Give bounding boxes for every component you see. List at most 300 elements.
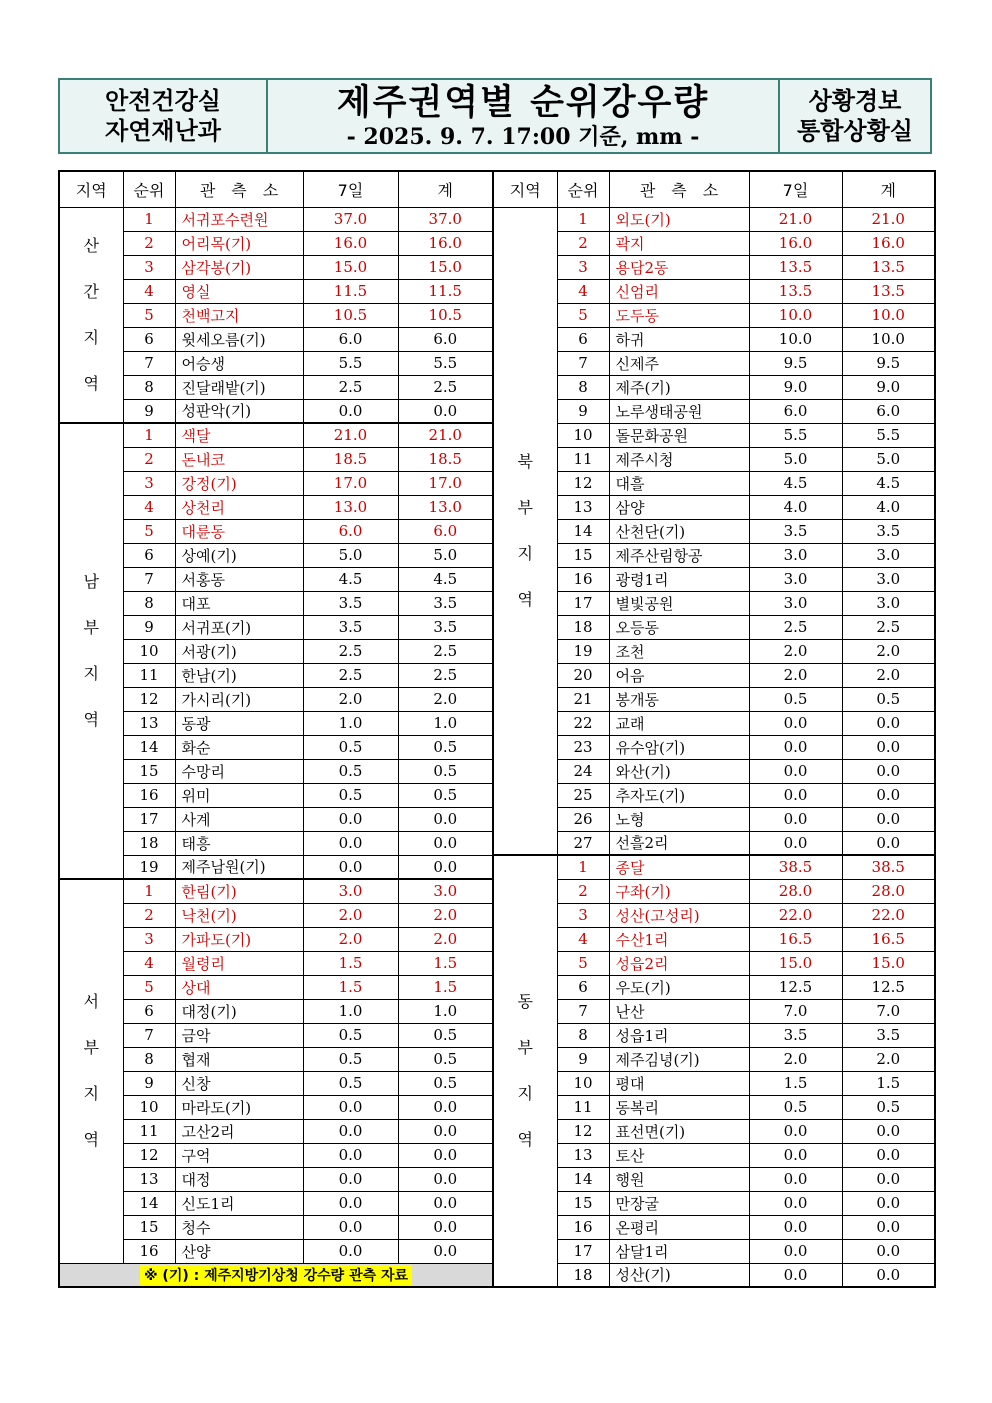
rain-7day-cell: 3.5: [303, 591, 398, 615]
rain-total-cell: 16.0: [398, 231, 493, 255]
station-cell: 어승생: [175, 351, 303, 375]
station-cell: 금악: [175, 1023, 303, 1047]
rain-7day-cell: 2.5: [303, 663, 398, 687]
table-row: [493, 303, 935, 327]
rank-cell: 2: [123, 231, 175, 255]
table-row: [59, 855, 493, 879]
rain-7day-cell: 0.0: [749, 807, 842, 831]
station-cell: 신제주: [609, 351, 749, 375]
col-rank: 순위: [557, 171, 609, 207]
rank-cell: 3: [123, 471, 175, 495]
rain-total-cell: 0.5: [398, 1023, 493, 1047]
rank-cell: 11: [123, 1119, 175, 1143]
table-row: [493, 375, 935, 399]
station-cell: 가시리(기): [175, 687, 303, 711]
table-row: [59, 615, 493, 639]
rank-cell: 2: [557, 231, 609, 255]
station-cell: 평대: [609, 1071, 749, 1095]
rain-total-cell: 9.5: [842, 351, 935, 375]
rank-cell: 14: [557, 1167, 609, 1191]
note-row: [59, 1263, 493, 1287]
rank-cell: 22: [557, 711, 609, 735]
table-row: [59, 543, 493, 567]
rain-7day-cell: 16.0: [749, 231, 842, 255]
rain-7day-cell: 22.0: [749, 903, 842, 927]
station-cell: 별빛공원: [609, 591, 749, 615]
rain-7day-cell: 28.0: [749, 879, 842, 903]
station-cell: 서홍동: [175, 567, 303, 591]
table-row: [59, 231, 493, 255]
rain-7day-cell: 1.5: [749, 1071, 842, 1095]
rain-7day-cell: 2.0: [303, 903, 398, 927]
rank-cell: 15: [557, 543, 609, 567]
rain-7day-cell: 38.5: [749, 855, 842, 879]
region-char: 서: [83, 992, 99, 1012]
rank-cell: 25: [557, 783, 609, 807]
rank-cell: 1: [123, 879, 175, 903]
rain-7day-cell: 6.0: [749, 399, 842, 423]
rain-total-cell: 0.0: [842, 711, 935, 735]
station-cell: 교래: [609, 711, 749, 735]
rain-total-cell: 0.0: [398, 1215, 493, 1239]
station-cell: 산천단(기): [609, 519, 749, 543]
rain-total-cell: 0.5: [398, 783, 493, 807]
rain-total-cell: 13.0: [398, 495, 493, 519]
rain-7day-cell: 10.0: [749, 303, 842, 327]
station-cell: 돈내코: [175, 447, 303, 471]
rain-7day-cell: 0.5: [303, 783, 398, 807]
rain-7day-cell: 0.5: [303, 759, 398, 783]
station-cell: 오등동: [609, 615, 749, 639]
station-cell: 대포: [175, 591, 303, 615]
rank-cell: 3: [123, 255, 175, 279]
rain-7day-cell: 13.5: [749, 255, 842, 279]
station-cell: 와산(기): [609, 759, 749, 783]
rain-total-cell: 0.0: [398, 1143, 493, 1167]
table-row: [59, 1023, 493, 1047]
table-row: [493, 1191, 935, 1215]
rank-cell: 14: [123, 1191, 175, 1215]
rain-total-cell: 2.5: [398, 639, 493, 663]
rank-cell: 7: [557, 351, 609, 375]
rain-total-cell: 0.0: [842, 1143, 935, 1167]
rain-total-cell: 17.0: [398, 471, 493, 495]
rain-total-cell: 0.0: [842, 831, 935, 855]
table-row: [59, 1071, 493, 1095]
table-row: [493, 855, 935, 879]
rain-total-cell: 3.5: [398, 591, 493, 615]
rain-total-cell: 0.0: [842, 735, 935, 759]
rank-cell: 1: [557, 855, 609, 879]
rain-total-cell: 2.0: [842, 1047, 935, 1071]
table-row: [59, 303, 493, 327]
rank-cell: 19: [557, 639, 609, 663]
rank-cell: 5: [557, 303, 609, 327]
rain-7day-cell: 0.5: [303, 1071, 398, 1095]
col-rank: 순위: [123, 171, 175, 207]
station-cell: 구좌(기): [609, 879, 749, 903]
rain-7day-cell: 3.5: [749, 1023, 842, 1047]
rain-total-cell: 21.0: [398, 423, 493, 447]
region-char: 역: [83, 710, 99, 729]
table-row: [59, 399, 493, 423]
rain-total-cell: 2.0: [842, 639, 935, 663]
rain-total-cell: 5.0: [398, 543, 493, 567]
rank-cell: 9: [123, 399, 175, 423]
rank-cell: 17: [557, 1239, 609, 1263]
rank-cell: 5: [123, 519, 175, 543]
rank-cell: 16: [123, 783, 175, 807]
station-cell: 성산(고성리): [609, 903, 749, 927]
rain-7day-cell: 0.0: [749, 1191, 842, 1215]
table-row: [59, 495, 493, 519]
rain-7day-cell: 21.0: [303, 423, 398, 447]
station-cell: 유수암(기): [609, 735, 749, 759]
station-cell: 하귀: [609, 327, 749, 351]
table-row: [59, 207, 493, 231]
region-char: 간: [83, 281, 99, 301]
table-row: [493, 663, 935, 687]
rain-7day-cell: 0.0: [749, 1239, 842, 1263]
rain-total-cell: 0.0: [842, 1167, 935, 1191]
table-row: [59, 879, 493, 903]
rank-cell: 2: [123, 903, 175, 927]
table-row: [493, 759, 935, 783]
region-cell: [493, 855, 557, 1287]
rank-cell: 9: [557, 399, 609, 423]
table-row: [493, 543, 935, 567]
station-cell: 삼각봉(기): [175, 255, 303, 279]
station-cell: 상예(기): [175, 543, 303, 567]
station-cell: 청수: [175, 1215, 303, 1239]
table-row: [493, 975, 935, 999]
col-total: 계: [398, 171, 493, 207]
rain-total-cell: 2.5: [398, 375, 493, 399]
table-header-row: [493, 171, 935, 207]
rain-total-cell: 3.5: [842, 1023, 935, 1047]
table-row: [493, 1071, 935, 1095]
rain-total-cell: 37.0: [398, 207, 493, 231]
table-row: [493, 279, 935, 303]
rank-cell: 5: [557, 951, 609, 975]
rank-cell: 4: [557, 927, 609, 951]
rain-7day-cell: 15.0: [303, 255, 398, 279]
rain-total-cell: 10.0: [842, 303, 935, 327]
col-7day: 7일: [749, 171, 842, 207]
rain-total-cell: 0.0: [398, 1119, 493, 1143]
station-cell: 대정(기): [175, 999, 303, 1023]
rain-total-cell: 15.0: [398, 255, 493, 279]
station-cell: 삼달1리: [609, 1239, 749, 1263]
station-cell: 성읍2리: [609, 951, 749, 975]
rain-total-cell: 22.0: [842, 903, 935, 927]
rain-7day-cell: 3.0: [749, 567, 842, 591]
rain-7day-cell: 13.0: [303, 495, 398, 519]
table-row: [493, 495, 935, 519]
rain-total-cell: 3.0: [842, 591, 935, 615]
col-region: 지역: [59, 171, 123, 207]
rain-7day-cell: 0.0: [749, 1143, 842, 1167]
rank-cell: 7: [123, 351, 175, 375]
station-cell: 상대: [175, 975, 303, 999]
rain-total-cell: 0.0: [842, 1191, 935, 1215]
rank-cell: 17: [557, 591, 609, 615]
station-cell: 표선면(기): [609, 1119, 749, 1143]
station-cell: 수망리: [175, 759, 303, 783]
rank-cell: 4: [123, 951, 175, 975]
rain-total-cell: 3.0: [842, 567, 935, 591]
table-row: [493, 399, 935, 423]
rain-total-cell: 0.0: [398, 399, 493, 423]
rain-7day-cell: 10.0: [749, 327, 842, 351]
region-char: 역: [517, 1130, 533, 1149]
rank-cell: 9: [557, 1047, 609, 1071]
rain-7day-cell: 0.5: [749, 687, 842, 711]
rain-total-cell: 0.5: [398, 759, 493, 783]
rank-cell: 6: [123, 543, 175, 567]
rain-total-cell: 1.0: [398, 711, 493, 735]
rain-7day-cell: 6.0: [303, 327, 398, 351]
region-char: 부: [83, 618, 99, 637]
table-row: [493, 255, 935, 279]
rank-cell: 18: [557, 1263, 609, 1287]
table-row: [493, 1143, 935, 1167]
table-row: [59, 351, 493, 375]
rain-7day-cell: 5.0: [749, 447, 842, 471]
rain-7day-cell: 12.5: [749, 975, 842, 999]
table-row: [59, 1167, 493, 1191]
region-char: 부: [517, 1038, 533, 1057]
station-cell: 봉개동: [609, 687, 749, 711]
table-row: [493, 831, 935, 855]
rain-7day-cell: 5.0: [303, 543, 398, 567]
rank-cell: 15: [123, 759, 175, 783]
table-row: [59, 1215, 493, 1239]
table-row: [493, 423, 935, 447]
rain-total-cell: 0.0: [842, 1239, 935, 1263]
region-char: 지: [83, 1084, 99, 1104]
rain-total-cell: 0.0: [842, 1119, 935, 1143]
rain-total-cell: 10.5: [398, 303, 493, 327]
rain-7day-cell: 0.0: [303, 1191, 398, 1215]
rain-total-cell: 1.5: [842, 1071, 935, 1095]
note-cell: [59, 1263, 493, 1287]
table-row: [59, 831, 493, 855]
rain-total-cell: 6.0: [398, 519, 493, 543]
rank-cell: 10: [123, 1095, 175, 1119]
station-cell: 상천리: [175, 495, 303, 519]
station-cell: 월령리: [175, 951, 303, 975]
rain-total-cell: 2.5: [398, 663, 493, 687]
rain-7day-cell: 5.5: [303, 351, 398, 375]
rain-7day-cell: 9.0: [749, 375, 842, 399]
table-row: [59, 519, 493, 543]
title-box: [266, 80, 780, 152]
rain-total-cell: 1.5: [398, 951, 493, 975]
station-cell: 윗세오름(기): [175, 327, 303, 351]
region-char: 역: [517, 589, 533, 609]
table-row: [493, 567, 935, 591]
station-cell: 위미: [175, 783, 303, 807]
rank-cell: 24: [557, 759, 609, 783]
table-row: [59, 975, 493, 999]
col-7day: 7일: [303, 171, 398, 207]
station-cell: 산양: [175, 1239, 303, 1263]
station-cell: 온평리: [609, 1215, 749, 1239]
station-cell: 노형: [609, 807, 749, 831]
table-row: [59, 639, 493, 663]
rain-total-cell: 0.0: [398, 1239, 493, 1263]
station-cell: 성읍1리: [609, 1023, 749, 1047]
rain-total-cell: 3.5: [842, 519, 935, 543]
station-cell: 천백고지: [175, 303, 303, 327]
rank-cell: 10: [123, 639, 175, 663]
rain-7day-cell: 0.0: [749, 1215, 842, 1239]
rank-cell: 18: [123, 831, 175, 855]
rank-cell: 10: [557, 1071, 609, 1095]
table-row: [493, 1263, 935, 1287]
station-cell: 신창: [175, 1071, 303, 1095]
rain-total-cell: 3.5: [398, 615, 493, 639]
table-row: [493, 447, 935, 471]
station-cell: 마라도(기): [175, 1095, 303, 1119]
rank-cell: 7: [557, 999, 609, 1023]
rain-total-cell: 2.0: [842, 663, 935, 687]
rain-total-cell: 13.5: [842, 279, 935, 303]
table-row: [493, 1167, 935, 1191]
rank-cell: 12: [123, 1143, 175, 1167]
station-cell: 성산(기): [609, 1263, 749, 1287]
station-cell: 고산2리: [175, 1119, 303, 1143]
rain-7day-cell: 0.0: [303, 807, 398, 831]
office-box: [778, 80, 930, 152]
station-cell: 행원: [609, 1167, 749, 1191]
rain-7day-cell: 2.0: [303, 927, 398, 951]
table-header-row: [59, 171, 493, 207]
rain-7day-cell: 0.0: [303, 399, 398, 423]
rain-7day-cell: 21.0: [749, 207, 842, 231]
rain-7day-cell: 37.0: [303, 207, 398, 231]
rain-total-cell: 18.5: [398, 447, 493, 471]
station-cell: 용담2동: [609, 255, 749, 279]
table-row: [493, 327, 935, 351]
station-cell: 제주김녕(기): [609, 1047, 749, 1071]
table-row: [493, 591, 935, 615]
rain-7day-cell: 0.5: [303, 1023, 398, 1047]
rain-7day-cell: 0.5: [303, 735, 398, 759]
rain-7day-cell: 0.0: [749, 759, 842, 783]
station-cell: 대흘: [609, 471, 749, 495]
station-cell: 동광: [175, 711, 303, 735]
rain-total-cell: 0.5: [842, 687, 935, 711]
station-cell: 진달래밭(기): [175, 375, 303, 399]
table-row: [59, 423, 493, 447]
rain-total-cell: 12.5: [842, 975, 935, 999]
rank-cell: 13: [557, 1143, 609, 1167]
station-cell: 어음: [609, 663, 749, 687]
station-cell: 선흘2리: [609, 831, 749, 855]
table-row: [59, 591, 493, 615]
rain-total-cell: 0.5: [398, 1047, 493, 1071]
right-rainfall-table: [492, 170, 936, 1288]
rain-7day-cell: 15.0: [749, 951, 842, 975]
rain-total-cell: 0.0: [842, 1215, 935, 1239]
region-cell: [493, 207, 557, 855]
rank-cell: 8: [557, 1023, 609, 1047]
table-row: [493, 783, 935, 807]
rank-cell: 18: [557, 615, 609, 639]
rain-7day-cell: 0.0: [303, 855, 398, 879]
station-cell: 협재: [175, 1047, 303, 1071]
table-row: [493, 951, 935, 975]
region-char: 부: [83, 1038, 99, 1058]
rain-total-cell: 2.0: [398, 903, 493, 927]
table-row: [59, 1143, 493, 1167]
station-cell: 노루생태공원: [609, 399, 749, 423]
rain-total-cell: 21.0: [842, 207, 935, 231]
rain-7day-cell: 2.0: [749, 663, 842, 687]
rank-cell: 27: [557, 831, 609, 855]
table-row: [493, 207, 935, 231]
rank-cell: 10: [557, 423, 609, 447]
rank-cell: 26: [557, 807, 609, 831]
rain-total-cell: 0.0: [842, 807, 935, 831]
rain-7day-cell: 4.0: [749, 495, 842, 519]
rain-total-cell: 1.5: [398, 975, 493, 999]
station-cell: 어리목(기): [175, 231, 303, 255]
station-cell: 한남(기): [175, 663, 303, 687]
rank-cell: 13: [123, 1167, 175, 1191]
table-row: [59, 759, 493, 783]
table-row: [59, 783, 493, 807]
rain-total-cell: 3.0: [842, 543, 935, 567]
table-row: [493, 807, 935, 831]
table-row: [493, 711, 935, 735]
region-char: 부: [517, 497, 533, 517]
table-row: [59, 1119, 493, 1143]
table-row: [493, 351, 935, 375]
rain-7day-cell: 9.5: [749, 351, 842, 375]
rain-total-cell: 10.0: [842, 327, 935, 351]
rain-total-cell: 0.0: [842, 759, 935, 783]
rank-cell: 14: [557, 519, 609, 543]
region-char: 지: [83, 664, 99, 683]
station-cell: 구억: [175, 1143, 303, 1167]
rain-7day-cell: 6.0: [303, 519, 398, 543]
rank-cell: 1: [123, 207, 175, 231]
table-row: [59, 687, 493, 711]
rain-7day-cell: 16.5: [749, 927, 842, 951]
rain-7day-cell: 1.0: [303, 711, 398, 735]
rank-cell: 11: [123, 663, 175, 687]
rank-cell: 12: [557, 1119, 609, 1143]
rank-cell: 3: [557, 255, 609, 279]
region-char: 역: [83, 373, 99, 393]
rain-7day-cell: 0.0: [303, 831, 398, 855]
rain-7day-cell: 3.5: [303, 615, 398, 639]
col-station: 관 측 소: [609, 171, 749, 207]
department-box: [60, 80, 268, 152]
region-char: 지: [83, 327, 99, 347]
rain-7day-cell: 2.5: [303, 639, 398, 663]
table-row: [493, 1047, 935, 1071]
station-cell: 낙천(기): [175, 903, 303, 927]
rain-7day-cell: 0.0: [749, 783, 842, 807]
region-char: 지: [517, 1084, 533, 1103]
rain-7day-cell: 4.5: [303, 567, 398, 591]
station-cell: 종달: [609, 855, 749, 879]
rain-7day-cell: 0.0: [303, 1143, 398, 1167]
